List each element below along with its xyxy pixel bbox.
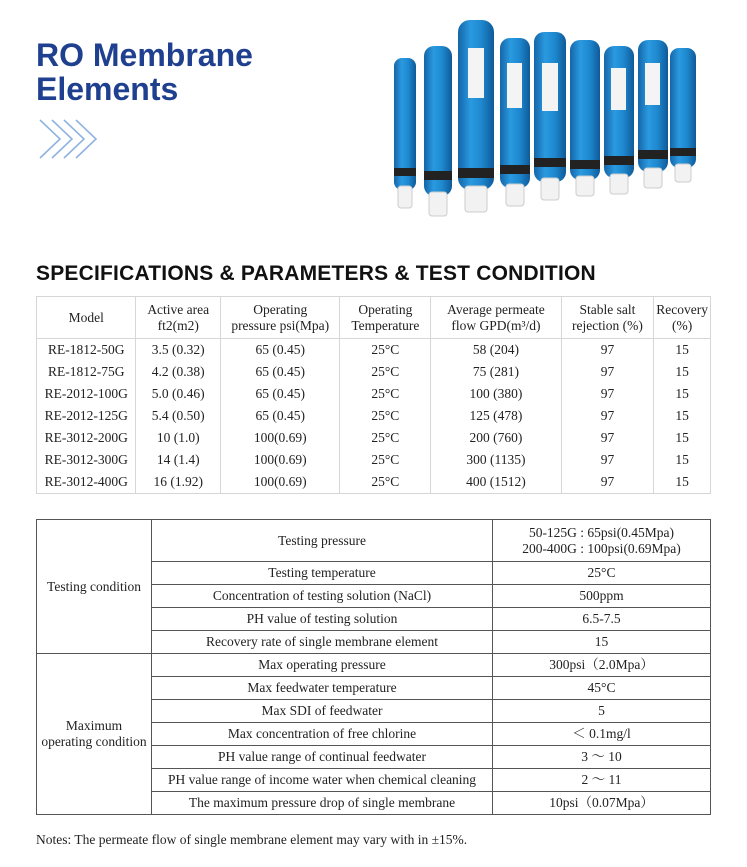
cell-pressure: 65 (0.45) <box>221 361 340 383</box>
cell-flow: 200 (760) <box>431 427 561 449</box>
col-header-recovery: Recovery (%) <box>654 297 711 339</box>
cell-temperature: 25°C <box>340 383 431 405</box>
cell-flow: 75 (281) <box>431 361 561 383</box>
cell-pressure: 100(0.69) <box>221 449 340 471</box>
cell-flow: 100 (380) <box>431 383 561 405</box>
cell-rejection: 97 <box>561 339 654 362</box>
cell-model: RE-1812-75G <box>37 361 136 383</box>
condition-param: Recovery rate of single membrane element <box>152 631 493 654</box>
condition-value: 500ppm <box>493 585 711 608</box>
title-line-1: RO Membrane <box>36 37 253 73</box>
table-row <box>37 339 711 362</box>
specifications-table <box>36 296 711 494</box>
table-row <box>37 427 711 449</box>
condition-param: PH value of testing solution <box>152 608 493 631</box>
cell-active-area: 5.4 (0.50) <box>136 405 221 427</box>
cell-recovery: 15 <box>654 339 711 362</box>
condition-value: 50-125G : 65psi(0.45Mpa) 200-400G : 100psi(0.69Mpa) <box>493 520 711 562</box>
condition-value: 2 ～ 11 <box>493 769 711 792</box>
condition-value: 15 <box>493 631 711 654</box>
col-header-operating-temperature: Operating Temperature <box>340 297 431 339</box>
cell-pressure: 100(0.69) <box>221 471 340 494</box>
cell-temperature: 25°C <box>340 471 431 494</box>
specifications-heading: SPECIFICATIONS & PARAMETERS & TEST CONDITION <box>36 262 596 285</box>
condition-value: 25°C <box>493 562 711 585</box>
cell-temperature: 25°C <box>340 449 431 471</box>
table-row <box>37 471 711 494</box>
condition-param: Max SDI of feedwater <box>152 700 493 723</box>
col-header-active-area: Active area ft2(m2) <box>136 297 221 339</box>
title-line-2: Elements <box>36 71 179 107</box>
col-header-permeate-flow: Average permeate flow GPD(m³/d) <box>431 297 561 339</box>
condition-value: 300psi（2.0Mpa） <box>493 654 711 677</box>
cell-model: RE-2012-125G <box>37 405 136 427</box>
cell-flow: 400 (1512) <box>431 471 561 494</box>
cell-pressure: 100(0.69) <box>221 427 340 449</box>
cell-model: RE-3012-300G <box>37 449 136 471</box>
cell-rejection: 97 <box>561 405 654 427</box>
condition-param: PH value range of continual feedwater <box>152 746 493 769</box>
cell-rejection: 97 <box>561 449 654 471</box>
condition-param: PH value range of income water when chemical cleaning <box>152 769 493 792</box>
chevron-right-icon <box>38 116 110 162</box>
condition-param: Max concentration of free chlorine <box>152 723 493 746</box>
condition-param: Max feedwater temperature <box>152 677 493 700</box>
condition-param: Testing pressure <box>152 520 493 562</box>
cell-recovery: 15 <box>654 361 711 383</box>
cell-recovery: 15 <box>654 405 711 427</box>
table-row <box>37 405 711 427</box>
cell-active-area: 3.5 (0.32) <box>136 339 221 362</box>
condition-value: 45°C <box>493 677 711 700</box>
maximum-condition-label: Maximum operating condition <box>37 654 152 815</box>
condition-value: ＜ 0.1mg/l <box>493 723 711 746</box>
conditions-table <box>36 519 711 815</box>
cell-active-area: 4.2 (0.38) <box>136 361 221 383</box>
cell-flow: 125 (478) <box>431 405 561 427</box>
spec-header-row <box>37 297 711 339</box>
col-header-model: Model <box>37 297 136 339</box>
cell-pressure: 65 (0.45) <box>221 339 340 362</box>
condition-param: Concentration of testing solution (NaCl) <box>152 585 493 608</box>
cell-pressure: 65 (0.45) <box>221 383 340 405</box>
cell-active-area: 16 (1.92) <box>136 471 221 494</box>
condition-param: Max operating pressure <box>152 654 493 677</box>
cell-rejection: 97 <box>561 471 654 494</box>
footnote: Notes: The permeate flow of single membrane element may vary with in ±15%. <box>36 832 468 847</box>
condition-value: 6.5-7.5 <box>493 608 711 631</box>
table-row <box>37 361 711 383</box>
cell-flow: 58 (204) <box>431 339 561 362</box>
condition-row <box>37 654 711 677</box>
testing-condition-label: Testing condition <box>37 520 152 654</box>
cell-rejection: 97 <box>561 383 654 405</box>
cell-recovery: 15 <box>654 427 711 449</box>
cell-temperature: 25°C <box>340 339 431 362</box>
col-header-salt-rejection: Stable salt rejection (%) <box>561 297 654 339</box>
cell-recovery: 15 <box>654 383 711 405</box>
cell-active-area: 10 (1.0) <box>136 427 221 449</box>
cell-temperature: 25°C <box>340 427 431 449</box>
table-row <box>37 449 711 471</box>
condition-param: Testing temperature <box>152 562 493 585</box>
cell-active-area: 14 (1.4) <box>136 449 221 471</box>
cell-temperature: 25°C <box>340 405 431 427</box>
table-row <box>37 383 711 405</box>
cell-model: RE-3012-200G <box>37 427 136 449</box>
cell-active-area: 5.0 (0.46) <box>136 383 221 405</box>
page-title <box>36 38 253 106</box>
col-header-operating-pressure: Operating pressure psi(Mpa) <box>221 297 340 339</box>
cell-rejection: 97 <box>561 427 654 449</box>
cell-pressure: 65 (0.45) <box>221 405 340 427</box>
cell-recovery: 15 <box>654 449 711 471</box>
condition-value: 10psi（0.07Mpa） <box>493 792 711 815</box>
condition-value: 5 <box>493 700 711 723</box>
membrane-cartridges-illustration <box>372 8 712 238</box>
cell-recovery: 15 <box>654 471 711 494</box>
cell-model: RE-2012-100G <box>37 383 136 405</box>
condition-param: The maximum pressure drop of single membrane <box>152 792 493 815</box>
cell-temperature: 25°C <box>340 361 431 383</box>
cell-model: RE-1812-50G <box>37 339 136 362</box>
condition-value: 3 ～ 10 <box>493 746 711 769</box>
cell-model: RE-3012-400G <box>37 471 136 494</box>
cell-flow: 300 (1135) <box>431 449 561 471</box>
condition-row <box>37 520 711 562</box>
cell-rejection: 97 <box>561 361 654 383</box>
